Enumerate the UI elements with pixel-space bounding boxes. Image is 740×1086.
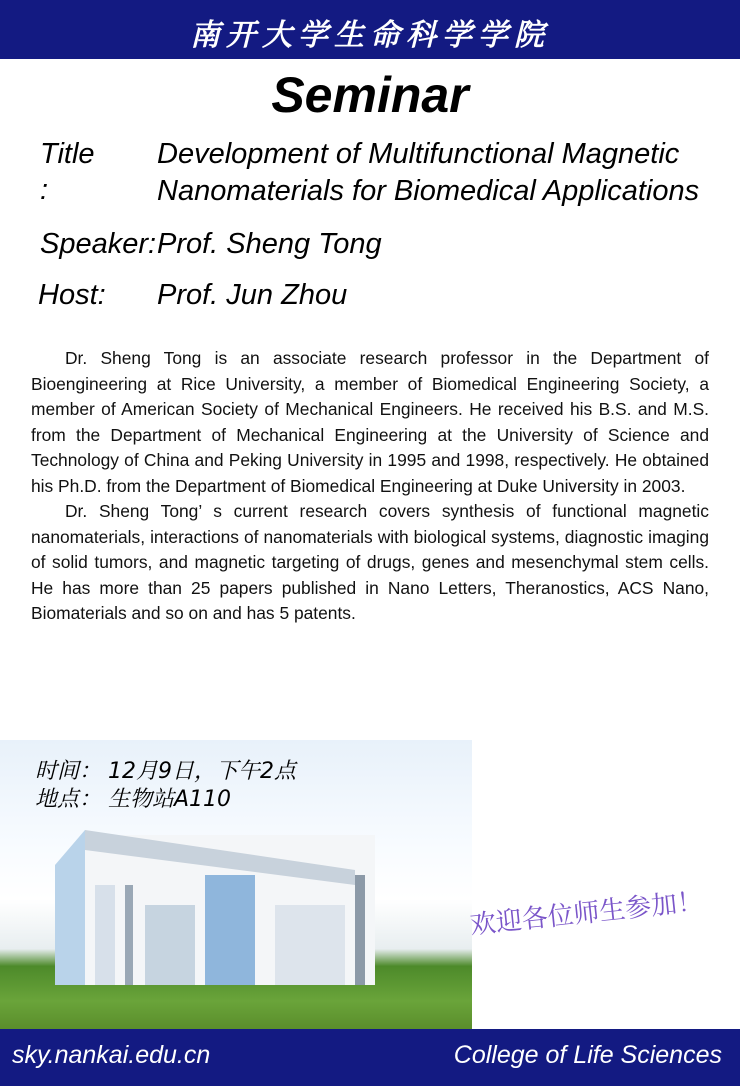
welcome-message: 欢迎各位师生参加！ — [468, 886, 705, 941]
title-label: Title : — [40, 138, 95, 206]
website-link[interactable]: sky.nankai.edu.cn — [12, 1041, 211, 1069]
speaker-bio — [31, 346, 709, 627]
building-illustration — [55, 825, 375, 990]
footer-bar — [0, 1029, 740, 1086]
college-name: College of Life Sciences — [453, 1041, 722, 1069]
event-type-heading: Seminar — [271, 67, 469, 123]
bio-paragraph-2: Dr. Sheng Tong’ s current research covers synthesis of functional magnetic nanomaterials, interactions of nanomaterials with biological systems, diagnostic imaging of solid tumors, and magnetic targeting of drugs, genes and mesenchymal stem cells. He has more than 25 papers published in Nano Letters, Theranostics, ACS Nano, Biomaterials and so on and has 5 patents. — [31, 501, 709, 623]
institution-name: 南开大学生命科学学院 — [190, 18, 550, 53]
bio-paragraph-1: Dr. Sheng Tong is an associate research professor in the Department of Bioengineering at Rice University, a member of Biomedical Engineering Society, a member of American Society of Mechanical Engineers. He received his B.S. and M.S. from the Department of Mechanical Engineering at the University of Science and Technology of China and Peking University in 1995 and 1998, respectively. He obtained his Ph.D. from the Department of Biomedical Engineering at Duke University in 2003. — [31, 348, 709, 496]
host-name: Prof. Jun Zhou — [157, 279, 348, 311]
talk-title-line1: Development of Multifunctional Magnetic — [157, 138, 680, 170]
header-bar — [0, 0, 740, 59]
talk-title-line2: Nanomaterials for Biomedical Applications — [157, 175, 700, 207]
speaker-label: Speaker: — [40, 228, 157, 260]
event-time: 时间： 12月9日，下午2点 — [35, 759, 296, 784]
host-label: Host: — [38, 279, 106, 311]
event-place: 地点： 生物站A110 — [35, 787, 232, 812]
speaker-name: Prof. Sheng Tong — [157, 228, 382, 260]
event-logistics — [35, 758, 296, 814]
